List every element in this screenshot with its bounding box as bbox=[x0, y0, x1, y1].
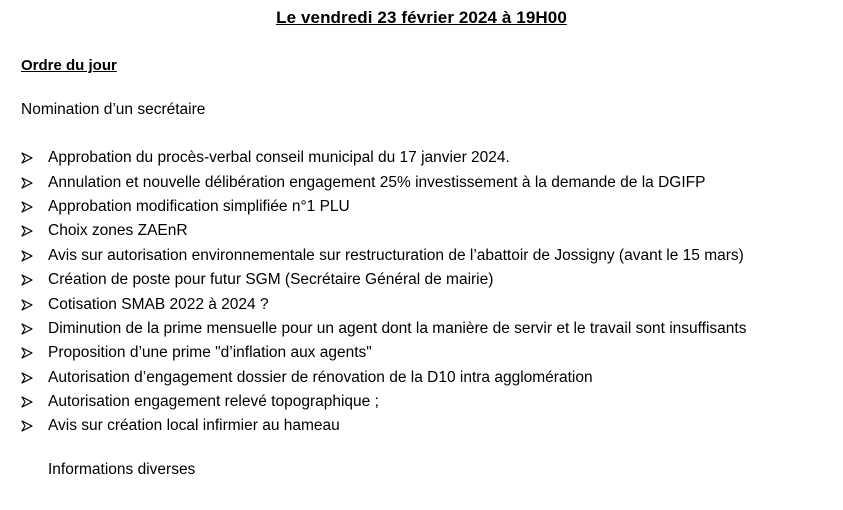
agenda-item-label: Avis sur autorisation environnementale sur restructuration de l’abattoir de Jossigny (avant le 15 mars) bbox=[48, 246, 744, 264]
agenda-item-label: Diminution de la prime mensuelle pour un agent dont la manière de servir et le travail sont insuffisants bbox=[48, 319, 747, 337]
agenda-item bbox=[21, 341, 746, 365]
misc-information: Informations diverses bbox=[48, 461, 196, 478]
agenda-list bbox=[21, 146, 746, 439]
arrowhead-bullet-icon bbox=[21, 152, 48, 164]
agenda-item-label: Cotisation SMAB 2022 à 2024 ? bbox=[48, 295, 269, 313]
agenda-item-label: Annulation et nouvelle délibération engagement 25% investissement à la demande de la DGIFP bbox=[48, 173, 706, 191]
arrowhead-bullet-icon bbox=[21, 177, 48, 189]
arrowhead-bullet-icon bbox=[21, 299, 48, 311]
agenda-item-label: Proposition d’une prime "d’inflation aux agents" bbox=[48, 344, 372, 362]
agenda-item bbox=[21, 146, 746, 170]
agenda-item-label: Approbation modification simplifiée n°1 PLU bbox=[48, 197, 350, 215]
arrowhead-bullet-icon bbox=[21, 323, 48, 335]
agenda-heading: Ordre du jour bbox=[21, 57, 117, 74]
agenda-item bbox=[21, 292, 746, 316]
agenda-item bbox=[21, 390, 746, 414]
agenda-item-label: Autorisation engagement relevé topographique ; bbox=[48, 393, 379, 411]
arrowhead-bullet-icon bbox=[21, 372, 48, 384]
agenda-item-label: Approbation du procès-verbal conseil municipal du 17 janvier 2024. bbox=[48, 149, 510, 167]
arrowhead-bullet-icon bbox=[21, 347, 48, 359]
agenda-item bbox=[21, 366, 746, 390]
agenda-item bbox=[21, 244, 746, 268]
arrowhead-bullet-icon bbox=[21, 396, 48, 408]
agenda-item-label: Avis sur création local infirmier au hameau bbox=[48, 417, 340, 435]
agenda-item-label: Création de poste pour futur SGM (Secrétaire Général de mairie) bbox=[48, 271, 494, 289]
arrowhead-bullet-icon bbox=[21, 201, 48, 213]
arrowhead-bullet-icon bbox=[21, 250, 48, 262]
agenda-item bbox=[21, 414, 746, 438]
nomination-line: Nomination d’un secrétaire bbox=[21, 101, 206, 118]
agenda-item-label: Choix zones ZAEnR bbox=[48, 222, 188, 240]
arrowhead-bullet-icon bbox=[21, 420, 48, 432]
agenda-item-label: Autorisation d’engagement dossier de rénovation de la D10 intra agglomération bbox=[48, 368, 593, 386]
agenda-item bbox=[21, 195, 746, 219]
document-title: Le vendredi 23 février 2024 à 19H00 bbox=[276, 8, 567, 27]
arrowhead-bullet-icon bbox=[21, 225, 48, 237]
agenda-item bbox=[21, 268, 746, 292]
agenda-item bbox=[21, 219, 746, 243]
agenda-item bbox=[21, 317, 746, 341]
agenda-item bbox=[21, 170, 746, 194]
arrowhead-bullet-icon bbox=[21, 274, 48, 286]
